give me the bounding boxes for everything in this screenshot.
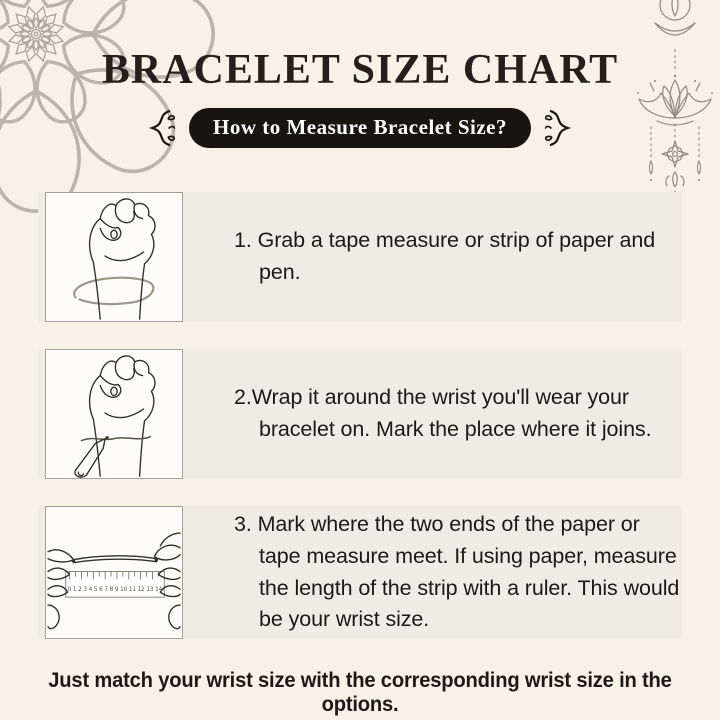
step-1-illustration-box: [45, 192, 183, 322]
step-2-illustration-box: [45, 349, 183, 479]
step-row-2: [38, 349, 682, 479]
step-2-line: bracelet on. Mark the place where it joins.: [259, 417, 652, 441]
step-2-line: 2.Wrap it around the wrist you'll wear your: [234, 385, 629, 410]
step-3-line: be your wrist size.: [259, 607, 430, 632]
fist-with-pencil-illustration: [46, 350, 182, 478]
steps-list: [38, 192, 682, 639]
fist-with-tape-loop-illustration: [46, 193, 182, 321]
hands-ruler-strip-illustration: [46, 507, 182, 638]
ruler-numbers: 0 1 2 3 4 5 6 7 8 9 10 11 12 13 14: [67, 587, 163, 594]
subtitle-badge: How to Measure Bracelet Size?: [189, 108, 531, 148]
step-1-text: [234, 192, 674, 322]
step-3-line: 3. Mark where the two ends of the paper or: [234, 512, 640, 537]
flourish-left-icon: [143, 107, 175, 149]
step-2-text: [234, 349, 674, 479]
subtitle-badge-row: [0, 106, 720, 150]
step-1-line: 1. Grab a tape measure or strip of paper and: [234, 228, 656, 253]
step-row-1: [38, 192, 682, 322]
step-3-line: the length of the strip with a ruler. This would: [259, 575, 680, 600]
step-3-text: [234, 506, 680, 639]
step-row-3: [38, 506, 682, 639]
step-3-illustration-box: [45, 506, 183, 639]
step-1-line: pen.: [259, 260, 301, 284]
page-title: BRACELET SIZE CHART: [101, 47, 619, 93]
footer-note: Just match your wrist size with the corresponding wrist size in the options.: [48, 669, 672, 716]
header: [0, 0, 720, 150]
flourish-right-icon: [545, 107, 577, 149]
step-3-line: tape measure meet. If using paper, measure: [259, 543, 677, 568]
